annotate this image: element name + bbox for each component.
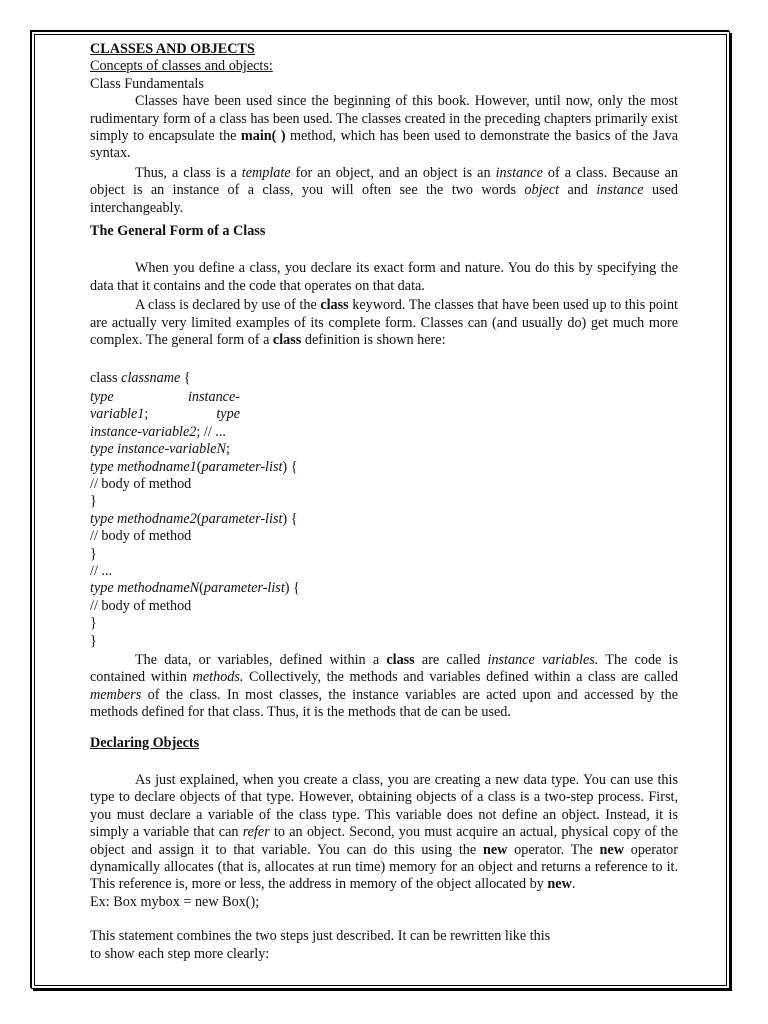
code-line: type methodnameN(parameter-list) { — [90, 580, 300, 597]
code-line: } — [90, 632, 97, 649]
heading-declaring-objects: Declaring Objects — [90, 734, 200, 751]
code-line: type methodname1(parameter-list) { — [90, 458, 298, 475]
code-line: } — [90, 493, 97, 510]
example-line: Ex: Box mybox = new Box(); — [90, 893, 260, 910]
code-line: type methodname2(parameter-list) { — [90, 510, 298, 527]
code-line: } — [90, 545, 97, 562]
code-line: } — [90, 615, 97, 632]
document-title: CLASSES AND OBJECTS — [90, 41, 255, 57]
code-block — [90, 370, 240, 459]
paragraph-3: When you define a class, you declare its exact form and nature. You do this by specifying the data that it contains and the code that operates on that data. — [90, 260, 678, 294]
code-line: variable1; type — [90, 406, 240, 423]
paragraph-7-line-2: to show each step more clearly: — [90, 945, 270, 962]
paragraph-5: The data, or variables, defined within a class are called instance variables. The code is contained within methods. Collectively, the methods and variables defined within a class are called members of the class. In most classes, the instance variables are acted upon and accessed by the methods defined for that class. Thus, it is the methods that de can be used. — [90, 652, 678, 721]
paragraph-6: As just explained, when you create a class, you are creating a new data type. You can use this type to declare objects of that type. However, obtaining objects of a class is a two-step process. First, you must declare a variable of the class type. This variable does not define an object. Instead, it is simply a variable that can refer to an object. Second, you must acquire an actual, physical copy of the object and assign it to that variable. You can do this using the new operator. The new operator dynamically allocates (that is, allocates at run time) memory for an object and returns a reference to it. This reference is, more or less, the address in memory of the object allocated by new. — [90, 772, 679, 893]
section-subtitle: Concepts of classes and objects: — [90, 58, 273, 75]
paragraph-4: A class is declared by use of the class keyword. The classes that have been used up to this point are actually very limited examples of its complete form. Classes can (and usually do) get much more complex. The general form of a class definition is shown here: — [90, 297, 679, 349]
code-line: type instance- — [90, 388, 240, 405]
paragraph-7-line-1: This statement combines the two steps just described. It can be rewritten like this — [90, 928, 551, 945]
code-line: type instance-variableN; — [90, 441, 230, 458]
document-body — [90, 41, 678, 963]
code-line: class classname { — [90, 369, 191, 386]
code-block-methods — [90, 459, 330, 650]
paragraph-2: Thus, a class is a template for an object, and an object is an instance of a class. Because an object is an instance of a class, you will often see the two words object and instance used interchangeably. — [90, 164, 678, 216]
code-line: // body of method — [90, 597, 192, 614]
heading-general-form: The General Form of a Class — [90, 223, 266, 240]
paragraph-1: Classes have been used since the beginning of this book. However, until now, only the most rudimentary form of a class has been used. The classes created in the preceding chapters primarily exist simply to encapsulate the main( ) method, which has been used to demonstrate the basics of the Java syntax. — [90, 93, 679, 162]
code-line: instance-variable2; // ... — [90, 423, 226, 440]
code-line: // ... — [90, 562, 113, 579]
code-line: // body of method — [90, 528, 192, 545]
code-line: // body of method — [90, 475, 192, 492]
subheading: Class Fundamentals — [90, 75, 204, 92]
